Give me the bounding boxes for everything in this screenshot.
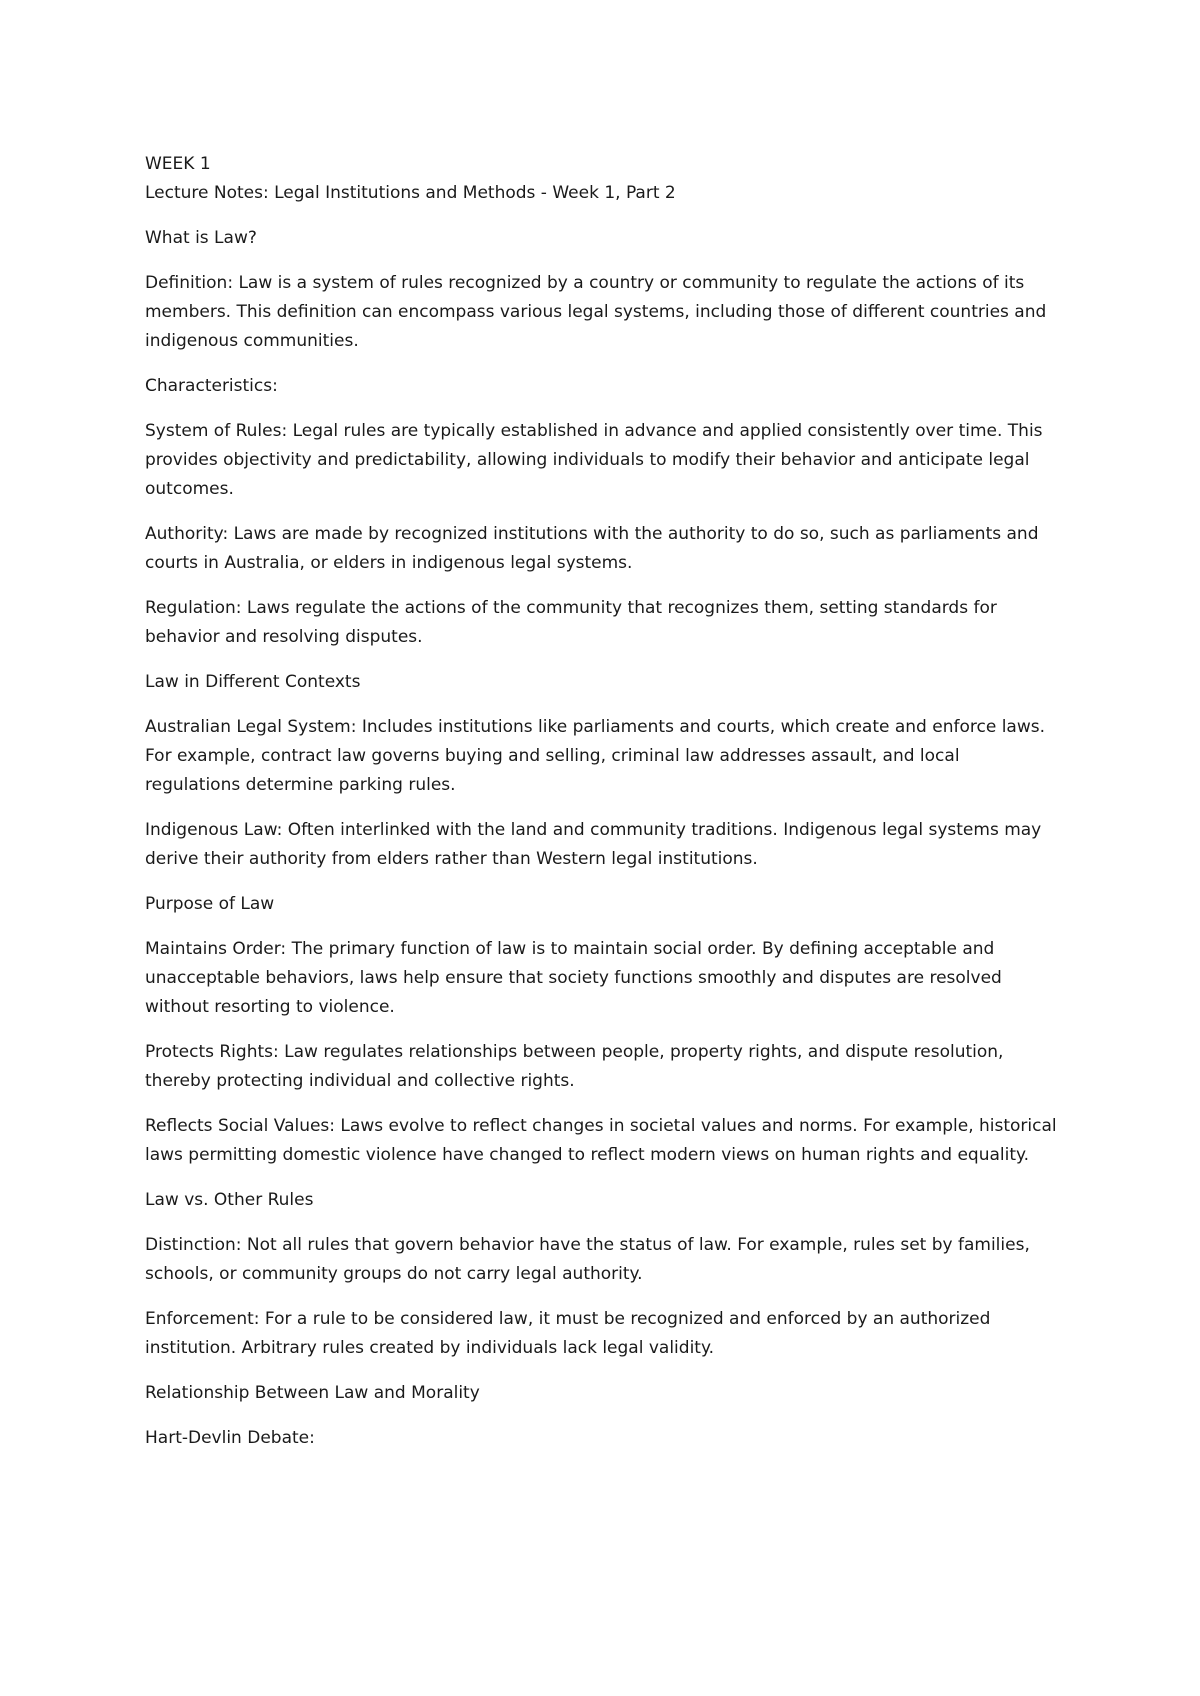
- paragraph-definition: Definition: Law is a system of rules recognized by a country or community to regulate the actions of its members. This definition can encompass various legal systems, including those of different countries and indigenous communities.: [145, 273, 1047, 351]
- paragraph-maintains-order: Maintains Order: The primary function of law is to maintain social order. By defining acceptable and unacceptable behaviors, laws help ensure that society functions smoothly and disputes are resolved without resorting to violence.: [145, 939, 1002, 1017]
- heading-what-is-law: What is Law?: [145, 228, 257, 248]
- heading-hart-devlin-debate: Hart-Devlin Debate:: [145, 1428, 315, 1448]
- paragraph-reflects-social-values: Reflects Social Values: Laws evolve to reflect changes in societal values and norms. For example, historical laws permitting domestic violence have changed to reflect modern views on human rights and equality.: [145, 1116, 1057, 1165]
- lecture-title: Lecture Notes: Legal Institutions and Methods - Week 1, Part 2: [145, 183, 676, 203]
- heading-law-and-morality: Relationship Between Law and Morality: [145, 1383, 480, 1403]
- paragraph-regulation: Regulation: Laws regulate the actions of the community that recognizes them, setting standards for behavior and resolving disputes.: [145, 598, 997, 647]
- paragraph-authority: Authority: Laws are made by recognized institutions with the authority to do so, such as parliaments and courts in Australia, or elders in indigenous legal systems.: [145, 524, 1039, 573]
- heading-law-in-different-contexts: Law in Different Contexts: [145, 672, 361, 692]
- paragraph-australian-legal-system: Australian Legal System: Includes institutions like parliaments and courts, which create and enforce laws. For example, contract law governs buying and selling, criminal law addresses assault, and local regulations determine parking rules.: [145, 717, 1046, 795]
- heading-characteristics: Characteristics:: [145, 376, 278, 396]
- week-label: WEEK 1: [145, 154, 211, 174]
- paragraph-distinction: Distinction: Not all rules that govern behavior have the status of law. For example, rules set by families, schools, or community groups do not carry legal authority.: [145, 1235, 1030, 1284]
- heading-purpose-of-law: Purpose of Law: [145, 894, 275, 914]
- document-header: [145, 150, 1060, 208]
- paragraph-system-of-rules: System of Rules: Legal rules are typically established in advance and applied consistently over time. This provides objectivity and predictability, allowing individuals to modify their behavior and anticipate legal outcomes.: [145, 421, 1043, 499]
- heading-law-vs-other-rules: Law vs. Other Rules: [145, 1190, 314, 1210]
- paragraph-enforcement: Enforcement: For a rule to be considered law, it must be recognized and enforced by an authorized institution. Arbitrary rules created by individuals lack legal validity.: [145, 1309, 991, 1358]
- paragraph-protects-rights: Protects Rights: Law regulates relationships between people, property rights, and dispute resolution, thereby protecting individual and collective rights.: [145, 1042, 1004, 1091]
- paragraph-indigenous-law: Indigenous Law: Often interlinked with the land and community traditions. Indigenous legal systems may derive their authority from elders rather than Western legal institutions.: [145, 820, 1042, 869]
